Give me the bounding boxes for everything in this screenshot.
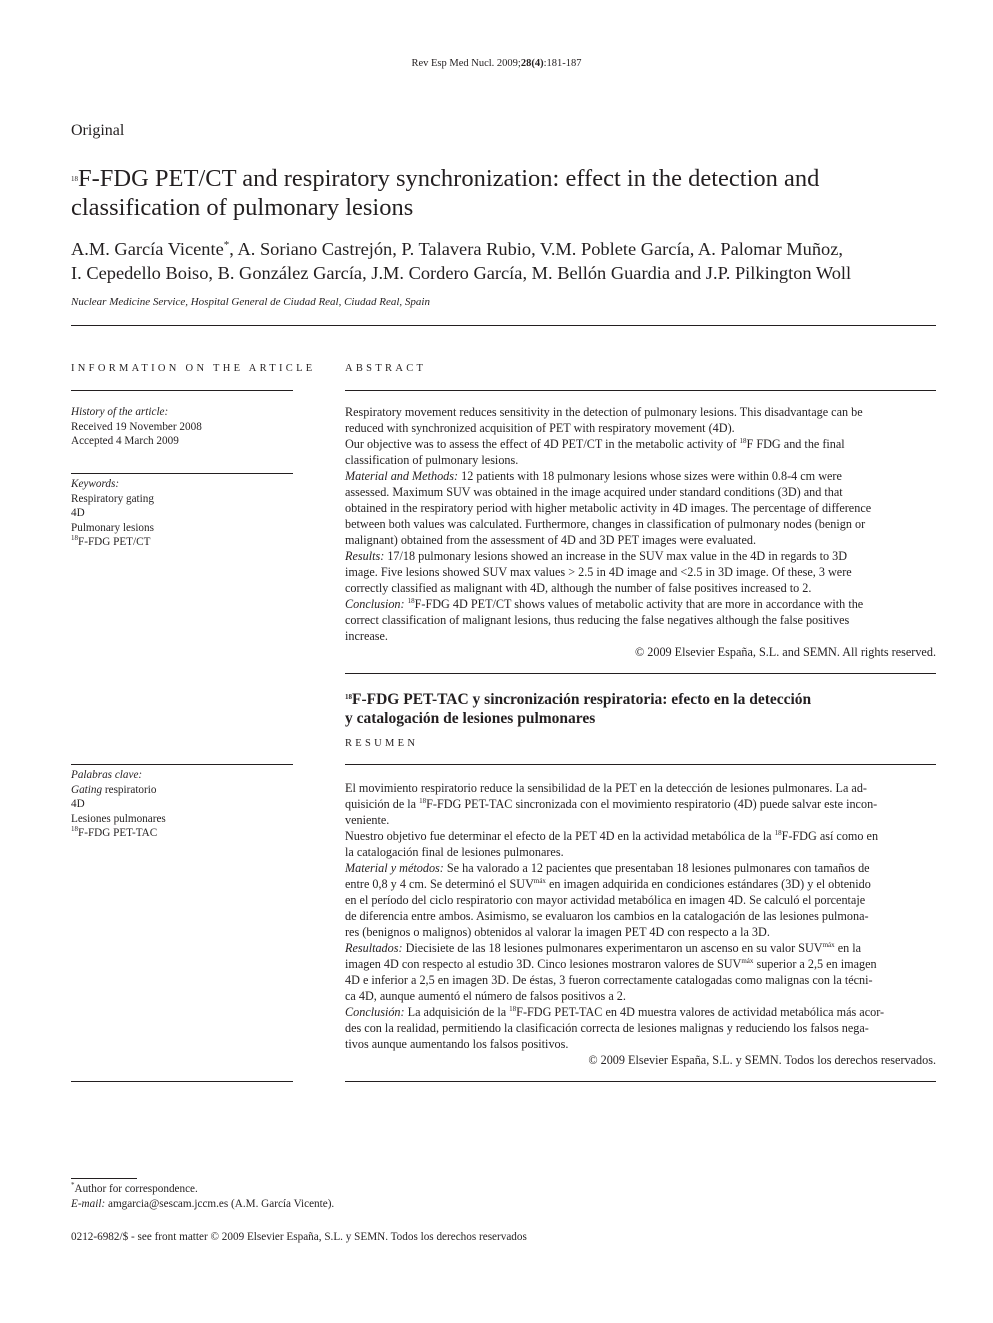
abstract-line [345,436,936,452]
keyword-item: 4D [71,507,85,519]
abstract-methods-label: Material and Methods: [345,469,459,483]
abstract-divider-top [345,390,936,391]
received-date: Received 19 November 2008 [71,420,202,433]
info-divider-mid [71,473,293,474]
palabras-label: Palabras clave: [71,769,143,781]
title-line-2: classification of pulmonary lesions [71,194,414,221]
abstract-divider-bottom [345,673,936,674]
resumen-superscript: máx [822,941,835,949]
footnote-email [71,1197,671,1212]
keyword-item: Pulmonary lesions [71,521,154,534]
palabra-item [71,783,293,798]
resumen-body [345,780,936,1068]
palabra-item: Lesiones pulmonares [71,812,166,825]
spanish-title-text-1: F-FDG PET-TAC y sincronización respiratoria: efecto en la detección [352,691,812,708]
keyword-superscript: 18 [71,534,78,542]
abstract-line: assessed. Maximum SUV was obtained in the image acquired under standard conditions (3D) and that [345,485,843,499]
authors-line-2: I. Cepedello Boiso, B. González García, J.M. Cordero García, M. Bellón Guardia and J.P. Pilkington Woll [71,262,852,283]
title-text-1: F-FDG PET/CT and respiratory synchronization: effect in the detection and [78,165,820,192]
abstract-text: F-FDG 4D PET/CT shows values of metabolic activity that are more in accordance with the [414,597,864,611]
resumen-methods-label: Material y métodos: [345,861,444,875]
abstract-text: 17/18 pulmonary lesions showed an increase in the SUV max value in the 4D in regards to 3D [384,549,848,563]
header-divider [71,325,936,326]
resumen-superscript: 18 [774,829,782,837]
resumen-text: F-FDG así como en [781,829,879,843]
resumen-superscript: 18 [509,1005,517,1013]
abstract-line: image. Five lesions showed SUV max values > 2.5 in 4D image and <2.5 in 3D image. Of these, 3 were [345,565,852,579]
resumen-line [345,796,936,812]
abstract-results-label: Results: [345,549,385,563]
palabra-item: 4D [71,798,85,810]
journal-paren: ( [531,58,535,69]
palabras-divider-top [71,764,293,765]
info-heading: INFORMATION ON THE ARTICLE [71,363,316,374]
palabra-text: F-FDG PET-TAC [78,827,158,839]
title-superscript: 18 [71,175,78,183]
history-label: History of the article: [71,406,169,418]
footnote [71,1182,671,1211]
abstract-line: obtained in the respiratory period with higher metabolic activity in 4D images. The percentage of difference [345,501,872,515]
resumen-line: ca 4D, aunque aumentó el número de falsos positivos a 2. [345,989,626,1003]
abstract-text: 12 patients with 18 pulmonary lesions whose sizes were within 0.8-4 cm were [458,469,842,483]
issn-line: 0212-6982/$ - see front matter © 2009 Elsevier España, S.L. y SEMN. Todos los derechos reservados [71,1231,527,1243]
spanish-title-line-1 [345,691,936,710]
abstract-body [345,404,936,660]
resumen-results-label: Resultados: [345,941,403,955]
spanish-title [345,691,936,728]
abstract-copyright: © 2009 Elsevier España, S.L. and SEMN. All rights reserved. [634,645,936,659]
resumen-conclusion-label: Conclusión: [345,1005,405,1019]
footnote-rule [71,1178,137,1179]
resumen-text: Se ha valorado a 12 pacientes que presentaban 18 lesiones pulmonares con tamaños de [443,861,870,875]
palabra-item [71,826,293,841]
abstract-line: classification of pulmonary lesions. [345,453,519,467]
resumen-line: la catalogación final de lesiones pulmonares. [345,845,564,859]
abstract-line: correct classification of malignant lesions, thus reducing the false negatives although the false positives [345,613,850,627]
palabra-superscript: 18 [71,825,78,833]
resumen-line: veniente. [345,813,390,827]
resumen-text: en imagen adquirida en condiciones estándares (3D) y el obtenido [545,877,871,891]
resumen-text: F-FDG PET-TAC sincronizada con el movimiento respiratorio (4D) puede salvar este incon- [426,797,878,811]
resumen-text: F-FDG PET-TAC en 4D muestra valores de actividad metabólica más acor- [516,1005,885,1019]
authors-text-1: , A. Soriano Castrejón, P. Talavera Rubio, V.M. Poblete García, A. Palomar Muñoz, [229,239,843,259]
article-history [71,405,293,449]
abstract-heading: ABSTRACT [345,363,427,374]
email-label: E-mail: [71,1197,106,1210]
corresponding-author: A.M. García Vicente [71,239,224,259]
abstract-line: correctly classified as malignant with 4D, although the number of false positives increased to 2. [345,581,812,595]
abstract-line: increase. [345,629,388,643]
resumen-line: res (benignos o malignos) obtenidos al valorar la imagen PET 4D con respecto a la 3D. [345,925,770,939]
abstract-line: malignant) obtained from the assessment of 4D and 3D PET images were evaluated. [345,533,756,547]
abstract-text: F FDG and the final [746,437,845,451]
resumen-copyright: © 2009 Elsevier España, S.L. y SEMN. Todos los derechos reservados. [588,1053,936,1067]
article-title [71,164,931,222]
resumen-text: entre 0,8 y 4 cm. Se determinó el SUV [345,877,534,891]
author-star: * [223,239,230,251]
keywords-block [71,477,293,550]
palabra-rest: respiratorio [102,783,157,796]
resumen-line: de diferencia entre ambos. Asimismo, se evaluaron los cambios en la catalogación de las lesiones pulmona- [345,909,869,923]
affiliation: Nuclear Medicine Service, Hospital General de Ciudad Real, Ciudad Real, Spain [71,296,430,308]
resumen-line: 4D e inferior a 2,5 en imagen 3D. De éstas, 3 fueron correctamente catalogadas como malignas con la técni- [345,973,873,987]
spanish-title-line-2: y catalogación de lesiones pulmonares [345,709,596,727]
resumen-line: tivos aunque aumentando los falsos positivos. [345,1037,569,1051]
keywords-label: Keywords: [71,478,120,490]
resumen-text: superior a 2,5 en imagen [753,957,877,971]
author-list [71,238,941,285]
resumen-line: El movimiento respiratorio reduce la sensibilidad de la PET en la detección de lesiones pulmonares. La ad- [345,781,867,795]
authors-line-1 [71,238,941,262]
info-divider-top [71,390,293,391]
abstract-text: Our objective was to assess the effect of 4D PET/CT in the metabolic activity of [345,437,740,451]
abstract-line: Respiratory movement reduces sensitivity in the detection of pulmonary lesions. This disadvantage can be [345,405,863,419]
palabras-divider-bottom [71,1081,293,1082]
resumen-text: Diecisiete de las 18 lesiones pulmonares experimentaron un ascenso en su valor SUV [402,941,823,955]
keyword-item: Respiratory gating [71,492,154,505]
keyword-item [71,535,293,550]
palabras-clave-block [71,768,293,841]
resumen-divider-top [345,764,936,765]
resumen-text: imagen 4D con respecto al estudio 3D. Cinco lesiones mostraron valores de SUV [345,957,742,971]
section-label: Original [71,122,125,139]
resumen-line: des con la realidad, permitiendo la clasificación correcta de lesiones malignas y reduciendo los falsos nega- [345,1021,869,1035]
resumen-text: La adquisición de la [404,1005,510,1019]
palabra-italic: Gating [71,783,103,796]
footnote-correspondence [71,1182,671,1197]
journal-volume: 28 [520,58,532,69]
resumen-text: Nuestro objetivo fue determinar el efecto de la PET 4D en la actividad metabólica de la [345,829,775,843]
journal-pages: :181-187 [543,58,582,69]
spanish-title-superscript: 18 [345,693,352,701]
resumen-superscript: máx [741,957,754,965]
resumen-line: en el período del ciclo respiratorio con mayor actividad metabólica en imagen 4D. Se calculó el porcentaje [345,893,866,907]
journal-citation: Rev Esp Med Nucl. 2009; [411,58,521,69]
abstract-superscript: 18 [407,597,415,605]
accepted-date: Accepted 4 March 2009 [71,435,179,447]
abstract-line [345,548,936,564]
abstract-line: between both values was calculated. Furthermore, changes in classification of pulmonary nodes (benign or [345,517,866,531]
journal-reference [0,58,993,69]
abstract-line: reduced with synchronized acquisition of PET with respiratory movement (4D). [345,421,735,435]
resumen-heading: RESUMEN [345,738,419,749]
resumen-divider-bottom [345,1081,936,1082]
resumen-superscript: máx [533,877,546,885]
abstract-line [345,596,936,612]
journal-issue: 4 [534,58,541,69]
abstract-superscript: 18 [739,437,747,445]
title-line-1 [71,164,931,193]
footnote-correspondence-text: Author for correspondence. [74,1183,198,1195]
footnote-star: * [71,1181,75,1189]
resumen-line [345,940,936,956]
abstract-conclusion-label: Conclusion: [345,597,405,611]
resumen-text: quisición de la [345,797,420,811]
resumen-superscript: 18 [419,797,427,805]
email-address: amgarcia@sescam.jccm.es (A.M. García Vicente). [105,1197,335,1210]
abstract-line [345,468,936,484]
resumen-line [345,860,936,876]
resumen-line [345,1004,936,1020]
resumen-line [345,876,936,892]
resumen-line [345,956,936,972]
journal-paren: ) [540,58,544,69]
resumen-text: en la [834,941,862,955]
resumen-line [345,828,936,844]
keyword-text: F-FDG PET/CT [78,536,151,548]
